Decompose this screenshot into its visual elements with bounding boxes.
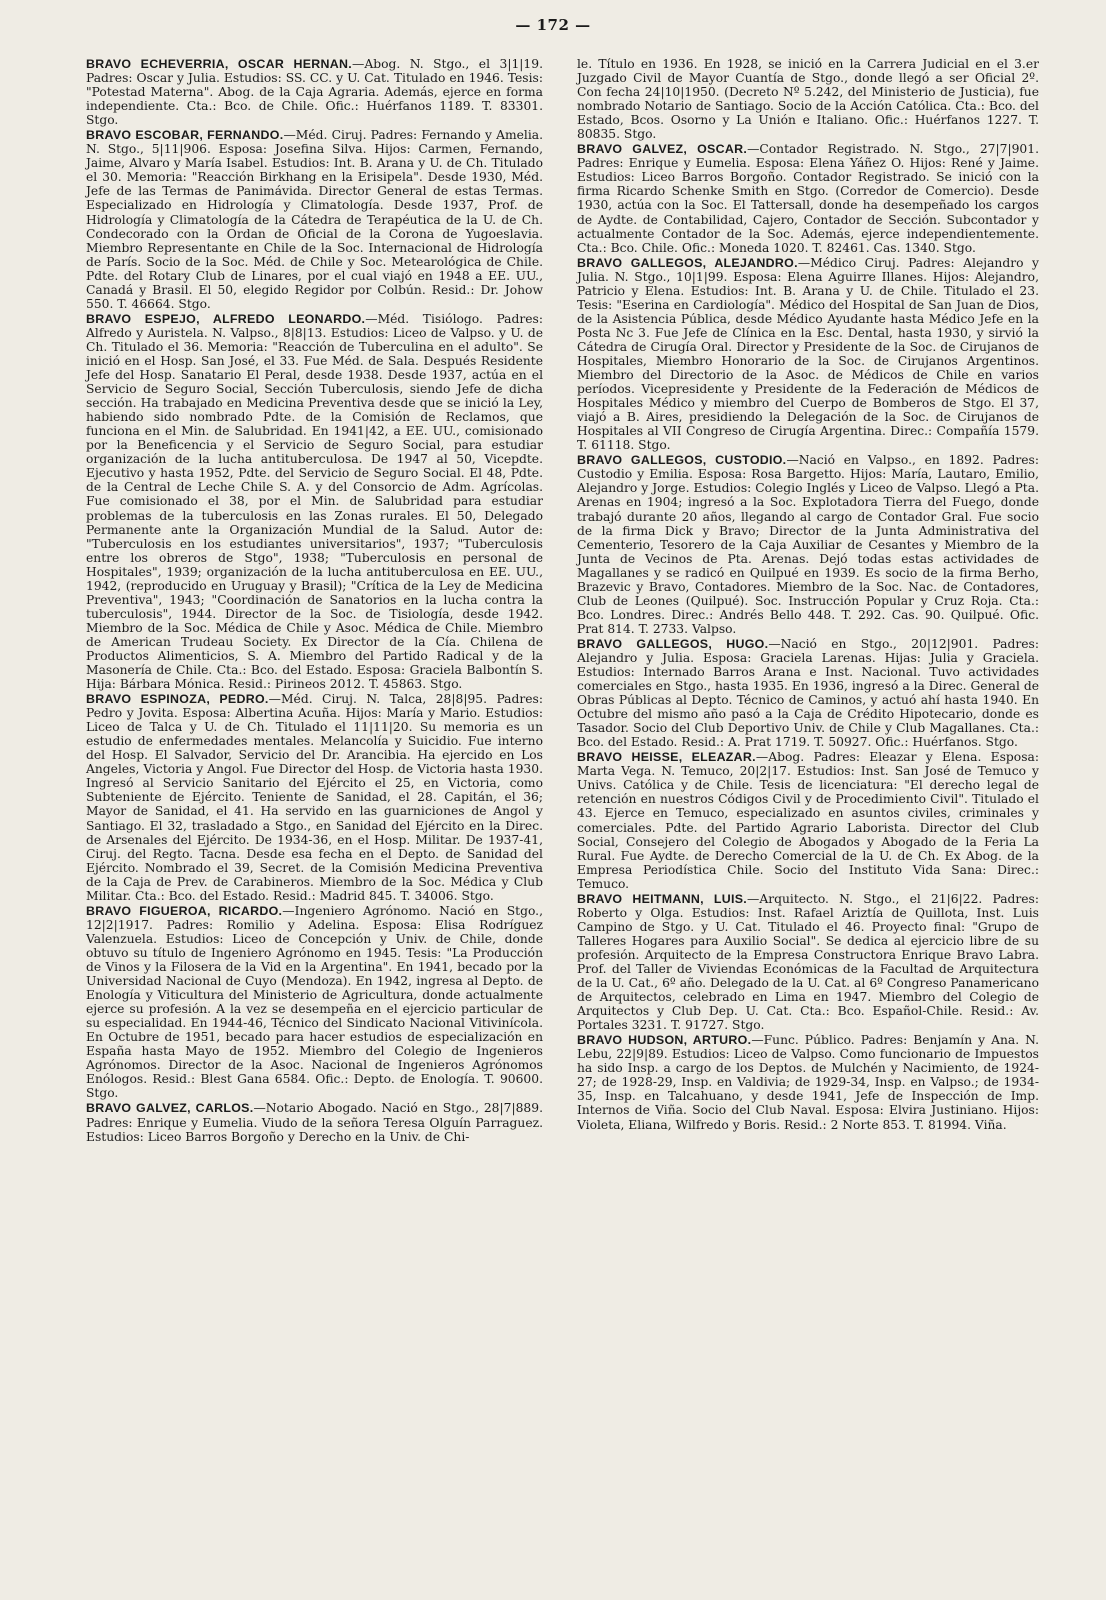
entry-text: —Notario Abogado. Nació en Stgo., 28|7|889. Padres: Enrique y Eumelia. Viudo de la señora Teresa Olguín Parraguez. Estudios: Liceo Barros Borgoño y Derecho en la Univ. de Chi- (86, 1101, 543, 1144)
entry (577, 142, 1039, 254)
entry-text: —Ingeniero Agrónomo. Nació en Stgo., 12|2|1917. Padres: Romilio y Adelina. Esposa: Elisa Rodríguez Valenzuela. Estudios: Liceo de Concepción y Univ. de Chile, donde obtuvo su título de Ingeniero Agrónomo en 1945. Tesis: "La Producción de Vinos y la Filosera de la Vid en la Argentina". En 1941, becado por la Universidad Nacional de Cuyo (Mendoza). En 1942, ingresa al Depto. de Enología y Viticultura del Ministerio de Agricultura, donde actualmente ejerce su profesión. A la vez se desempeña en el ejercicio particular de su especialidad. En 1944-46, Técnico del Sindicato Nacional Vitivinícola. En Octubre de 1951, becado para hacer estudios de especialización en España hasta Mayo de 1952. Miembro del Colegio de Ingenieros Agrónomos. Director de la Asoc. Nacional de Ingenieros Agrónomos Enólogos. Resid.: Blest Gana 6584. Ofic.: Depto. de Enología. T. 90600. Stgo. (86, 903, 543, 1101)
entry (86, 312, 543, 691)
entry-name: BRAVO ESPEJO, ALFREDO LEONARDO. (86, 311, 366, 326)
entry-name: BRAVO HEITMANN, LUIS. (577, 891, 748, 906)
entry-text: —Abog. Padres: Eleazar y Elena. Esposa: Marta Vega. N. Temuco, 20|2|17. Estudios: Inst. San José de Temuco y Univs. Católica y de Chile. Tesis de licenciatura: "El derecho legal de retención en nuestros Códigos Civil y de Procedimiento Civil". Titulado el 43. Ejerce en Temuco, especializado en asuntos civiles, criminales y comerciales. Pdte. del Partido Agrario Laborista. Director del Club Social, Consejero del Colegio de Abogados y Abogado de la Feria La Rural. Fue Aydte. de Derecho Comercial de la U. de Ch. Ex Abog. de la Empresa Periodística Chile. Socio del Instituto Vida Sana: Direc.: Temuco. (577, 750, 1039, 891)
entry-name: BRAVO HEISSE, ELEAZAR. (577, 750, 756, 765)
entry-text: —Arquitecto. N. Stgo., el 21|6|22. Padres: Roberto y Olga. Estudios: Inst. Rafael Ariztía de Quillota, Inst. Luis Campino de Stgo. y U. Cat. Titulado el 46. Proyecto final: "Grupo de Talleres Hogares para Auxilio Social". Se dedica al ejercicio libre de su profesión. Arquitecto de la Empresa Constructora Enrique Bravo Labra. Prof. del Taller de Viviendas Económicas de la Facultad de Arquitectura de la U. Cat., 6º año. Delegado de la U. Cat. al 6º Congreso Panamericano de Arquitectos, celebrado en Lima en 1947. Miembro del Colegio de Arquitectos y Club Dep. U. Cat. Cta.: Bco. Español-Chile. Resid.: Av. Portales 3231. T. 91727. Stgo. (577, 891, 1040, 1033)
entry (577, 637, 1039, 749)
entry-text: —Func. Público. Padres: Benjamín y Ana. N. Lebu, 22|9|89. Estudios: Liceo de Valpso. Como funcionario de Impuestos ha sido Insp. a cargo de los Deptos. de Mulchén y Nacimiento, de 1924-27; de 1928-29, Insp. en Valdivia; de 1929-34, Insp. en Valpso.; de 1934-35, Insp. en Talcahuano, y desde 1941, Jefe de Inspección de Imp. Internos de Viña. Socio del Club Naval. Esposa: Elvira Justiniano. Hijos: Violeta, Eliana, Wilfredo y Boris. Resid.: 2 Norte 853. T. 81994. Viña. (577, 1033, 1040, 1132)
entry (577, 750, 1039, 890)
entry-name: BRAVO HUDSON, ARTURO. (577, 1033, 752, 1048)
page-number: — 172 — (515, 16, 591, 34)
entry-name: BRAVO ESCOBAR, FERNANDO. (86, 128, 284, 143)
entry (86, 1101, 543, 1143)
entry (86, 904, 543, 1101)
entry-text: le. Título en 1936. En 1928, se inició en la Carrera Judicial en el 3.er Juzgado Civil de Mayor Cuantía de Stgo., donde llegó a ser Oficial 2º. Con fecha 24|10|1950. (Decreto Nº 5.242, del Ministerio de Justicia), fue nombrado Notario de Santiago. Socio de la Acción Católica. Cta.: Bco. del Estado, Bcos. Osorno y La Unión e Italiano. Ofic.: Huérfanos 1227. T. 80835. Stgo. (577, 57, 1039, 142)
entry-name: BRAVO GALVEZ, CARLOS. (86, 1101, 254, 1116)
entry-text: —Abog. N. Stgo., el 3|1|19. Padres: Oscar y Julia. Estudios: SS. CC. y U. Cat. Titulado en 1946. Tesis: "Potestad Materna". Abog. de la Caja Agraria. Además, ejerce en forma independiente. Cta.: Bco. de Chile. Ofic.: Huérfanos 1189. T. 83301. Stgo. (86, 57, 543, 128)
entry-text: —Méd. Tisiólogo. Padres: Alfredo y Auristela. N. Valpso., 8|8|13. Estudios: Liceo de Valpso. y U. de Ch. Titulado el 36. Memoria: "Reacción de Tuberculina en el adulto". Se inició en el Hosp. San José, el 33. Fue Méd. de Sala. Después Residente Jefe del Hosp. Sanatario El Peral, desde 1938. Desde 1937, actúa en el Servicio de Seguro Social, Sección Tuberculosis, siendo Jefe de dicha sección. Ha trabajado en Medicina Preventiva desde que se inició la Ley, habiendo sido nombrado Pdte. de la Comisión de Reclamos, que funciona en el Min. de Salubridad. En 1941|42, a EE. UU., comisionado por la Beneficencia y el Servicio de Seguro Social, para estudiar organización de la lucha antituberculosa. De 1947 al 50, Vicepdte. Ejecutivo y hasta 1952, Pdte. del Servicio de Seguro Social. El 48, Pdte. de la Central de Leche Chile S. A. y del Consorcio de Adm. Agrícolas. Fue comisionado el 38, por el Min. de Salubridad para estudiar problemas de la tuberculosis en las Zonas rurales. El 50, Delegado Permanente ante la Organización Mundial de la Salud. Autor de: "Tuberculosis en los estudiantes universitarios", 1937; "Tuberculosis entre los obreros de Stgo", 1938; "Tuberculosis en personal de Hospitales", 1939; organización de la lucha antituberculosa en EE. UU., 1942, (reproducido en Uruguay y Brasil); "Crítica de la Ley de Medicina Preventiva", 1943; "Coordinación de Sanatorios en la lucha contra la tuberculosis", 1944. Director de la Soc. de Tisiología, desde 1942. Miembro de la Soc. Médica de Chile y Asoc. Médica de Chile. Miembro de American Trudeau Society. Ex Director de la Cía. Chilena de Productos Alimenticios, S. A. Miembro del Partido Radical y de la Masonería de Chile. Cta.: Bco. del Estado. Esposa: Graciela Balbontín S. Hija: Bárbara Mónica. Resid.: Pirineos 2012. T. 45863. Stgo. (86, 311, 543, 692)
entry-text: —Nació en Valpso., en 1892. Padres: Custodio y Emilia. Esposa: Rosa Bargetto. Hijos: María, Lautaro, Emilio, Alejandro y Jorge. Estudios: Colegio Inglés y Liceo de Valpso. Llegó a Pta. Arenas en 1904; ingresó a la Soc. Explotadora Tierra del Fuego, donde trabajó durante 20 años, llegando al cargo de Contador Gral. Fue socio de la firma Dick y Bravo; Director de la Junta Administrativa del Cementerio, Tesorero de la Caja Auxiliar de Cesantes y Miembro de la Junta de Vecinos de Pta. Arenas. Dejó todas estas actividades de Magallanes y se radicó en Quilpué en 1939. Es socio de la firma Berho, Brazevic y Bravo, Contadores. Miembro de la Soc. Nac. de Contadores, Club de Leones (Quilpué). Soc. Instrucción Popular y Cruz Roja. Cta.: Bco. Londres. Direc.: Andrés Bello 448. T. 292. Cas. 90. Quilpué. Ofic. Prat 814. T. 2733. Valpso. (577, 453, 1039, 636)
entry-name: BRAVO ECHEVERRIA, OSCAR HERNAN. (86, 57, 353, 71)
entry-name: BRAVO GALVEZ, OSCAR. (577, 142, 748, 157)
entry-text: —Méd. Ciruj. Padres: Fernando y Amelia. N. Stgo., 5|11|906. Esposa: Josefina Silva. Hijos: Carmen, Fernando, Jaime, Alvaro y María Isabel. Estudios: Int. B. Arana y U. de Ch. Titulado el 30. Memoria: "Reacción Birkhang en la Erisipela". Desde 1930, Méd. Jefe de las Termas de Panimávida. Director General de estas Termas. Especializado en Hidrología y Climatología. Desde 1937, Prof. de Hidrología y Climatología de la Cátedra de Terapéutica de la U. de Ch. Condecorado con la Ordan de Oficial de la Corona de Yugoeslavia. Miembro Representante en Chile de la Soc. Internacional de Hidrología de París. Socio de la Soc. Méd. de Chile y Soc. Metearológica de Chile. Pdte. del Rotary Club de Linares, por el cual viajó en 1948 a EE. UU., Canadá y Brasil. El 50, elegido Regidor por Colbún. Resid.: Dr. Johow 550. T. 46664. Stgo. (86, 128, 544, 311)
entry-name: BRAVO FIGUEROA, RICARDO. (86, 903, 283, 918)
entry (577, 892, 1039, 1032)
entry-continuation (577, 57, 1039, 141)
entry-name: BRAVO GALLEGOS, HUGO. (577, 636, 769, 651)
entry (577, 453, 1039, 636)
entry-name: BRAVO GALLEGOS, ALEJANDRO. (577, 255, 798, 270)
entry-text: —Médico Ciruj. Padres: Alejandro y Julia. N. Stgo., 10|1|99. Esposa: Elena Aguirre Illanes. Hijos: Alejandro, Patricio y Elena. Estudios: Int. B. Arana y U. de Chile. Titulado el 23. Tesis: "Eserina en Cardiología". Médico del Hospital de San Juan de Dios, de la Asistencia Pública, desde Médico Ayudante hasta Médico Jefe en la Posta Nc 3. Fue Jefe de Clínica en la Esc. Dental, hasta 1930, y sirvió la Cátedra de Cirugía Oral. Director y Presidente de la Soc. de Cirujanos de Hospitales, Miembro Honorario de la Soc. de Cirujanos Argentinos. Miembro del Directorio de la Asoc. de Médicos de Chile en varios períodos. Vicepresidente y Presidente de la Federación de Médicos de Hospitales Médico y miembro del Cuerpo de Bomberos de Stgo. El 37, viajó a B. Aires, presidiendo la Delegación de la Soc. de Cirujanos de Hospitales al VII Congreso de Cirugía Argentina. Direc.: Compañía 1579. T. 61118. Stgo. (577, 255, 1039, 453)
entry-text: —Méd. Ciruj. N. Talca, 28|8|95. Padres: Pedro y Jovita. Esposa: Albertina Acuña. Hijos: María y Mario. Estudios: Liceo de Talca y U. de Ch. Titulado el 11|11|20. Su memoria es un estudio de enfermedades mentales. Melancolía y Suicidio. Fue interno del Hosp. El Salvador, Servicio del Dr. Arancibia. Ha ejercido en Los Angeles, Victoria y Angol. Fue Director del Hosp. de Victoria hasta 1930. Ingresó al Servicio Sanitario del Ejército el 25, en Victoria, como Subteniente de Ejército. Teniente de Sanidad, el 28. Capitán, el 36; Mayor de Sanidad, el 41. Ha servido en las guarniciones de Angol y Santiago. El 32, trasladado a Stgo., en Sanidad del Ejército en la Direc. de Arsenales del Ejército. De 1934-36, en el Hosp. Militar. De 1937-41, Ciruj. del Regto. Tacna. Desde esa fecha en el Depto. de Sanidad del Ejército. Nombrado el 39, Secret. de la Comisión Medicina Preventiva de la Caja de Prev. de Carabineros. Miembro de la Soc. Médica y Club Militar. Cta.: Bco. del Estado. Resid.: Madrid 845. T. 34006. Stgo. (86, 692, 543, 903)
entry (577, 256, 1039, 453)
entry (86, 692, 543, 903)
entry (86, 57, 543, 127)
entry-name: BRAVO GALLEGOS, CUSTODIO. (577, 453, 787, 468)
entry-name: BRAVO ESPINOZA, PEDRO. (86, 692, 269, 707)
entry (577, 1033, 1039, 1131)
right-column (577, 57, 1039, 1132)
entry (86, 128, 543, 311)
entry-text: —Nació en Stgo., 20|12|901. Padres: Alejandro y Julia. Esposa: Graciela Larenas. Hijas: Julia y Graciela. Estudios: Internado Barros Arana e Inst. Nacional. Tuvo actividades comerciales en Stgo., hasta 1935. En 1936, ingresó a la Direc. General de Obras Públicas al Depto. Técnico de Caminos, y actuó ahí hasta 1940. En Octubre del mismo año pasó a la Caja de Crédito Hipotecario, donde es Tasador. Socio del Club Deportivo Univ. de Chile y Club Magallanes. Cta.: Bco. del Estado. Resid.: A. Prat 1719. T. 50927. Ofic.: Huérfanos. Stgo. (577, 636, 1039, 750)
left-column (86, 57, 543, 1144)
entry-text: —Contador Registrado. N. Stgo., 27|7|901. Padres: Enrique y Eumelia. Esposa: Elena Yáñez O. Hijos: René y Jaime. Estudios: Liceo Barros Borgoño. Contador Registrado. Se inició con la firma Ricardo Schenke Smith en Stgo. (Corredor de Comercio). Desde 1930, actúa con la Soc. El Tattersall, donde ha desempeñado los cargos de Aydte. de Contabilidad, Cajero, Contador de Sección. Subcontador y actualmente Contador de la Soc. Además, ejerce independientemente. Cta.: Bco. Chile. Ofic.: Moneda 1020. T. 82461. Cas. 1340. Stgo. (577, 142, 1039, 255)
